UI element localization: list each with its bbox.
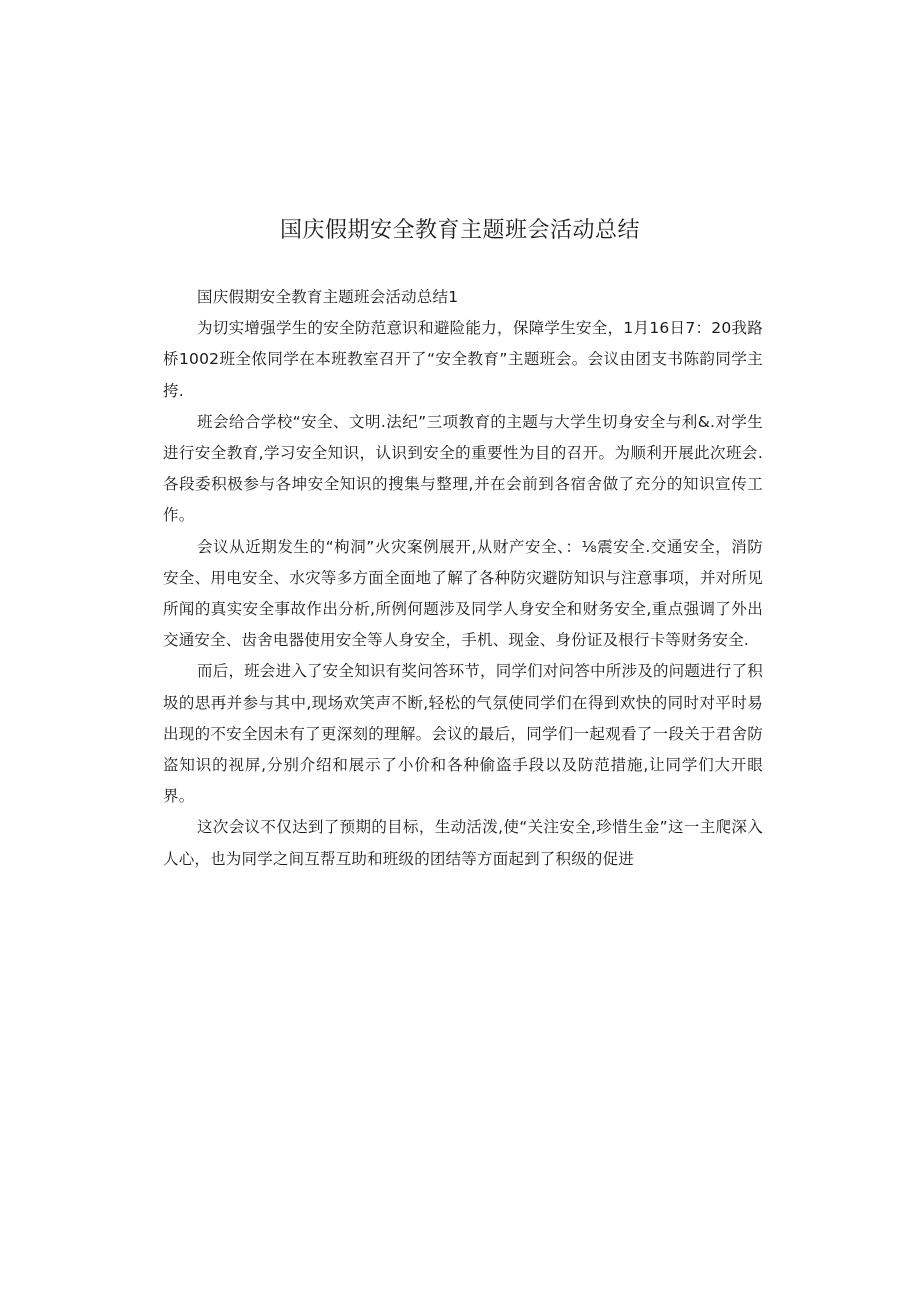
paragraph-content: 会议从近期发生的“枸洞”火灾案例展开,从财产安全、：⅛震安全.交通安全，消防安全、用电安全、水灾等多方面全面地了解了各种防灾避防知识与注意事项，并对所见所闻的真实安全事故作出分析,所例何题涉及同学人身安全和财务安全,重点强调了外出交通安全、齿舍电器使用安全等人身安全，手机、现金、身份证及根行卡等财务安全.	[163, 537, 763, 650]
paragraph-intro: 为切实增强学生的安全防范意识和避险能力，保障学生安全，1月16日7：20我路桥1002班全侬同学在本班教室召开了“安全教育”主题班会。会议由团支书陈韵同学主挎.	[163, 319, 763, 400]
paragraph-purpose: 班会给合学校“安全、文明.法纪”三项教育的主题与大学生切身安全与利&.对学生进行安全教育,学习安全知识，认识到安全的重要性为目的召开。为顺利开展此次班会.各段委积极参与各坤安全知识的搜集与整理,并在会前到各宿舍做了充分的知识宣传工作。	[163, 412, 763, 525]
paragraph-quiz: 而后，班会进入了安全知识有奖问答环节，同学们对问答中所涉及的问题进行了积圾的思再并参与其中,现场欢笑声不断,轻松的气氛使同学们在得到欢快的同时对平时易出现的不安全因未有了更深刻的理解。会议的最后，同学们一起观看了一段关于君舍防盗知识的视屏,分别介绍和展示了小价和各种偷盗手段以及防范措施,让同学们大开眼界。	[163, 662, 763, 806]
document-title: 国庆假期安全教育主题班会活动总结	[279, 218, 640, 243]
paragraph-conclusion: 这次会议不仅达到了预期的目标，生动活泼,使“关注安全,珍惜生金”这一主爬深入人心，也为同学之间互帮互助和班级的团结等方面起到了积级的促进	[163, 818, 763, 868]
paragraph-subtitle: 国庆假期安全教育主题班会活动总结1	[197, 288, 459, 306]
document-body	[163, 282, 763, 875]
